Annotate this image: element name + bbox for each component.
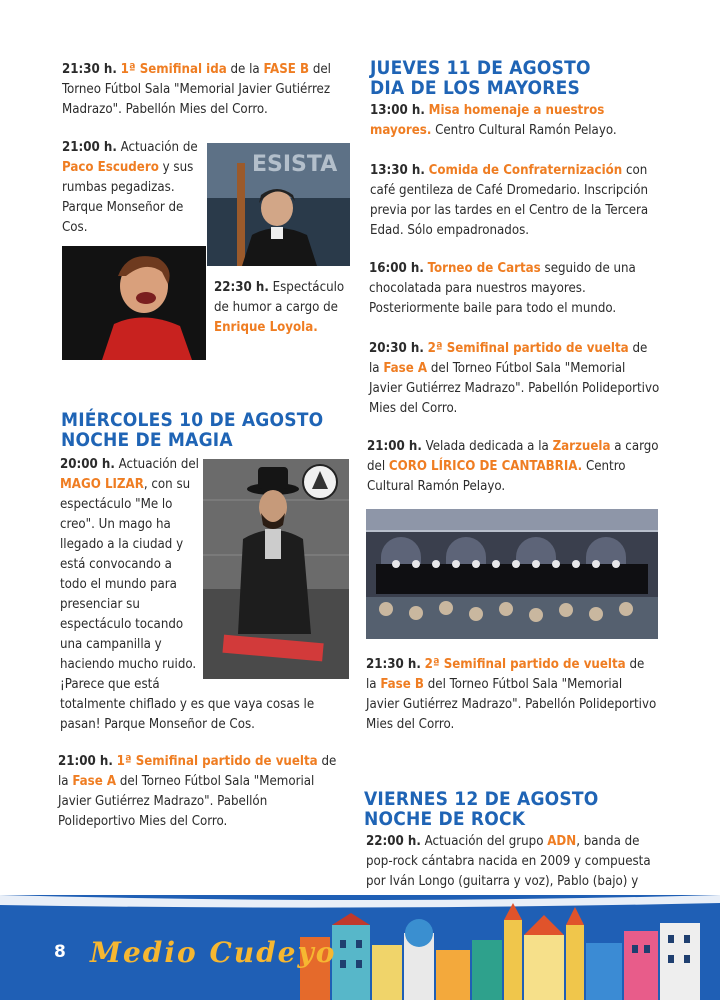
day-heading-jueves: JUEVES 11 DE AGOSTO DIA DE LOS MAYORES [370, 57, 591, 99]
event-misa-homenaje: 13:00 h. Misa homenaje a nuestros mayores. Centro Cultural Ramón Pelayo. [370, 103, 617, 138]
event-mago-lizar: 20:00 h. Actuación del MAGO LIZAR, con su espectáculo "Me lo creo". Un mago ha llegado a la ciudad y está convocando a todo el mundo para presenciar su espectáculo tocando una campanilla y haciendo mucho ruido. ¡Parece que está totalmente chiflado y es que vaya cosas le pasan! Parque Monseñor de Cos. [60, 457, 315, 732]
coro-lirico-photo [366, 509, 658, 639]
event-torneo-cartas: 16:00 h. Torneo de Cartas seguido de una chocolatada para nuestros mayores. Posteriormente baile para todo el mundo. [369, 261, 636, 316]
event-semifinal-vuelta-fase-a: 21:00 h. 1ª Semifinal partido de vuelta de la Fase A del Torneo Fútbol Sala "Memorial Javier Gutiérrez Madrazo". Pabellón Polideportivo Mies del Corro. [58, 754, 337, 829]
event-semifinal-ida-fase-b: 21:30 h. 1ª Semifinal ida de la FASE B del Torneo Fútbol Sala "Memorial Javier Gutiérrez Madrazo". Pabellón Mies del Corro. [62, 62, 331, 117]
page-number: 8 [54, 942, 66, 962]
event-paco-escudero: 21:00 h. Actuación de Paco Escudero y sus rumbas pegadizas. Parque Monseñor de Cos. [62, 140, 198, 235]
event-zarzuela: 21:00 h. Velada dedicada a la Zarzuela a cargo del CORO LÍRICO DE CANTABRIA. Centro Cultural Ramón Pelayo. [367, 439, 659, 494]
svg-text:ESISTA: ESISTA [252, 152, 338, 177]
day-heading-viernes: VIERNES 12 DE AGOSTO NOCHE DE ROCK [364, 788, 599, 830]
event-comida-confraternizacion: 13:30 h. Comida de Confraternización con café gentileza de Café Dromedario. Inscripción previa por las tardes en el Centro de la Tercera Edad. Sólo empadronados. [370, 163, 649, 238]
event-semifinal-vuelta-fase-b: 21:30 h. 2ª Semifinal partido de vuelta de la Fase B del Torneo Fútbol Sala "Memorial Javier Gutiérrez Madrazo". Pabellón Polideportivo Mies del Corro. [366, 657, 657, 732]
paco-escudero-photo [207, 143, 350, 266]
enrique-loyola-photo [62, 246, 206, 360]
event-semifinal-vuelta-fase-a-2: 20:30 h. 2ª Semifinal partido de vuelta de la Fase A del Torneo Fútbol Sala "Memorial Javier Gutiérrez Madrazo". Pabellón Polideportivo Mies del Corro. [369, 341, 660, 416]
event-enrique-loyola: 22:30 h. Espectáculo de humor a cargo de Enrique Loyola. [214, 280, 345, 335]
event-adn: 22:00 h. Actuación del grupo ADN, banda de pop-rock cántabra nacida en 2009 y compuesta por Iván Longo (guitarra y voz), Pablo (bajo) y [366, 834, 651, 889]
day-heading-miercoles: MIÉRCOLES 10 DE AGOSTO NOCHE DE MAGIA [61, 409, 324, 451]
brand-logo-text: Medio Cudeyo [90, 936, 337, 969]
